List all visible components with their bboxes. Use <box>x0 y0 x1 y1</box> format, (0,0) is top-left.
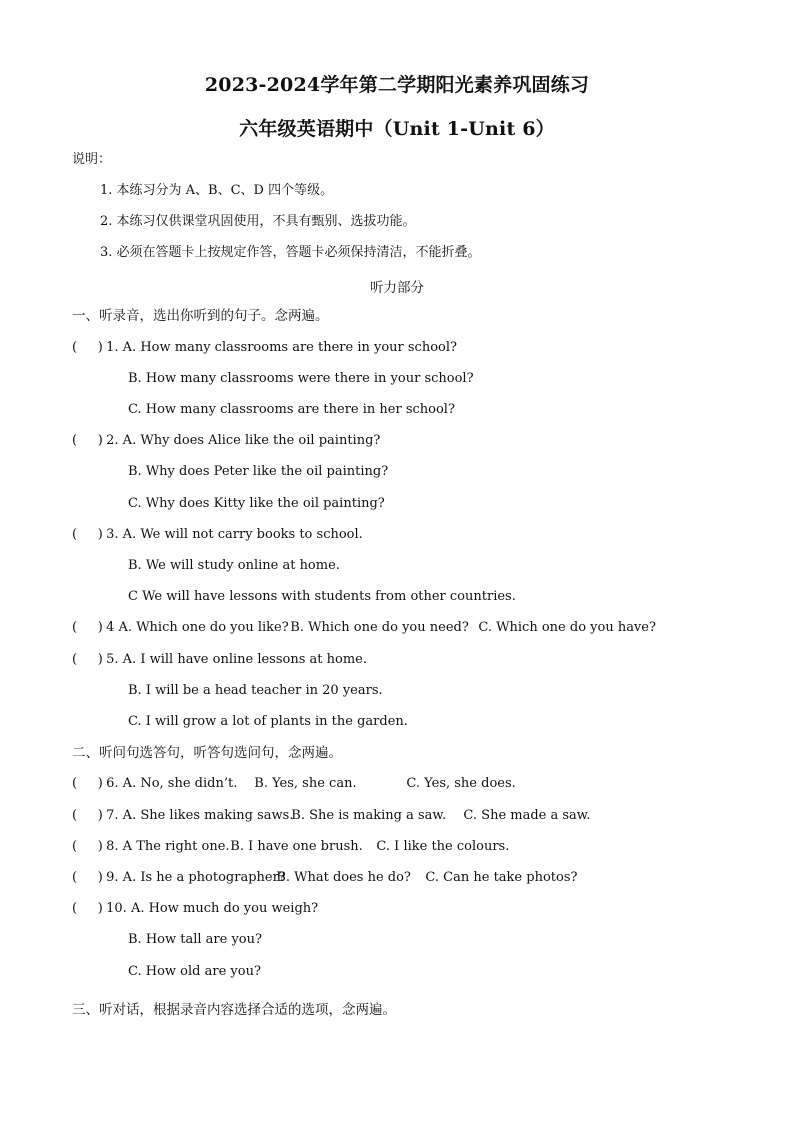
answer-blank[interactable]: ( ) <box>72 839 103 854</box>
question-option: B. How many classrooms were there in your school? <box>128 371 474 386</box>
exam-subtitle: 六年级英语期中（Unit 1-Unit 6） <box>239 118 555 140</box>
answer-blank[interactable]: ( ) <box>72 433 103 448</box>
question-8 <box>72 839 509 855</box>
question-option: C. Can he take photos? <box>425 870 578 885</box>
section1-heading: 一、听录音，选出你听到的句子。念两遍。 <box>72 308 329 324</box>
question-option: B. What does he do? <box>276 870 411 885</box>
question-option: C We will have lessons with students from other countries. <box>128 589 516 604</box>
question-3 <box>72 527 363 543</box>
section2-heading: 二、听问句选答句，听答句选问句，念两遍。 <box>72 745 342 761</box>
question-option: C. How old are you? <box>128 964 261 979</box>
question-7 <box>72 808 591 824</box>
answer-blank[interactable]: ( ) <box>72 620 103 635</box>
part-title: 听力部分 <box>370 280 424 296</box>
answer-blank[interactable]: ( ) <box>72 870 103 885</box>
question-4 <box>72 620 656 636</box>
question-6 <box>72 776 516 792</box>
question-5 <box>72 652 367 668</box>
question-option: B. I will be a head teacher in 20 years. <box>128 683 383 698</box>
notes-label: 说明： <box>72 152 112 167</box>
question-2 <box>72 433 380 449</box>
answer-blank[interactable]: ( ) <box>72 901 103 916</box>
question-stem: 2. A. Why does Alice like the oil painting? <box>106 433 381 448</box>
note-item: 3. 必须在答题卡上按规定作答，答题卡必须保持清洁，不能折叠。 <box>100 245 481 260</box>
question-stem: 4 A. Which one do you like? <box>106 620 289 635</box>
question-10 <box>72 901 318 917</box>
answer-blank[interactable]: ( ) <box>72 652 103 667</box>
question-option: B. We will study online at home. <box>128 558 340 573</box>
question-stem: 6. A. No, she didn’t. <box>106 776 238 791</box>
answer-blank[interactable]: ( ) <box>72 340 103 355</box>
question-9 <box>72 870 577 886</box>
question-stem: 10. A. How much do you weigh? <box>106 901 319 916</box>
question-option: B. Why does Peter like the oil painting? <box>128 464 389 479</box>
exam-title: 2023-2024学年第二学期阳光素养巩固练习 <box>204 74 590 96</box>
question-option: C. Which one do you have? <box>478 620 656 635</box>
question-option: C. Why does Kitty like the oil painting? <box>128 496 385 511</box>
question-option: C. I like the colours. <box>376 839 510 854</box>
answer-blank[interactable]: ( ) <box>72 808 103 823</box>
question-option: C. Yes, she does. <box>406 776 516 791</box>
question-option: C. How many classrooms are there in her school? <box>128 402 455 417</box>
note-item: 1. 本练习分为 A、B、C、D 四个等级。 <box>100 183 334 198</box>
question-stem: 1. A. How many classrooms are there in your school? <box>106 340 457 355</box>
note-item: 2. 本练习仅供课堂巩固使用，不具有甄别、选拔功能。 <box>100 214 416 229</box>
question-stem: 3. A. We will not carry books to school. <box>106 527 363 542</box>
question-1 <box>72 340 457 356</box>
question-option: B. How tall are you? <box>128 932 262 947</box>
question-option: B. Which one do you need? <box>290 620 469 635</box>
question-stem: 7. A. She likes making saws. <box>106 808 294 823</box>
question-option: B. She is making a saw. <box>291 808 447 823</box>
answer-blank[interactable]: ( ) <box>72 527 103 542</box>
question-option: C. She made a saw. <box>463 808 591 823</box>
question-stem: 5. A. I will have online lessons at home. <box>106 652 367 667</box>
answer-blank[interactable]: ( ) <box>72 776 103 791</box>
question-option: B. I have one brush. <box>230 839 363 854</box>
question-stem: 9. A. Is he a photographer? <box>106 870 286 885</box>
question-option: B. Yes, she can. <box>254 776 357 791</box>
question-stem: 8. A The right one. <box>106 839 230 854</box>
question-option: C. I will grow a lot of plants in the garden. <box>128 714 408 729</box>
section3-heading: 三、听对话，根据录音内容选择合适的选项，念两遍。 <box>72 1002 396 1018</box>
